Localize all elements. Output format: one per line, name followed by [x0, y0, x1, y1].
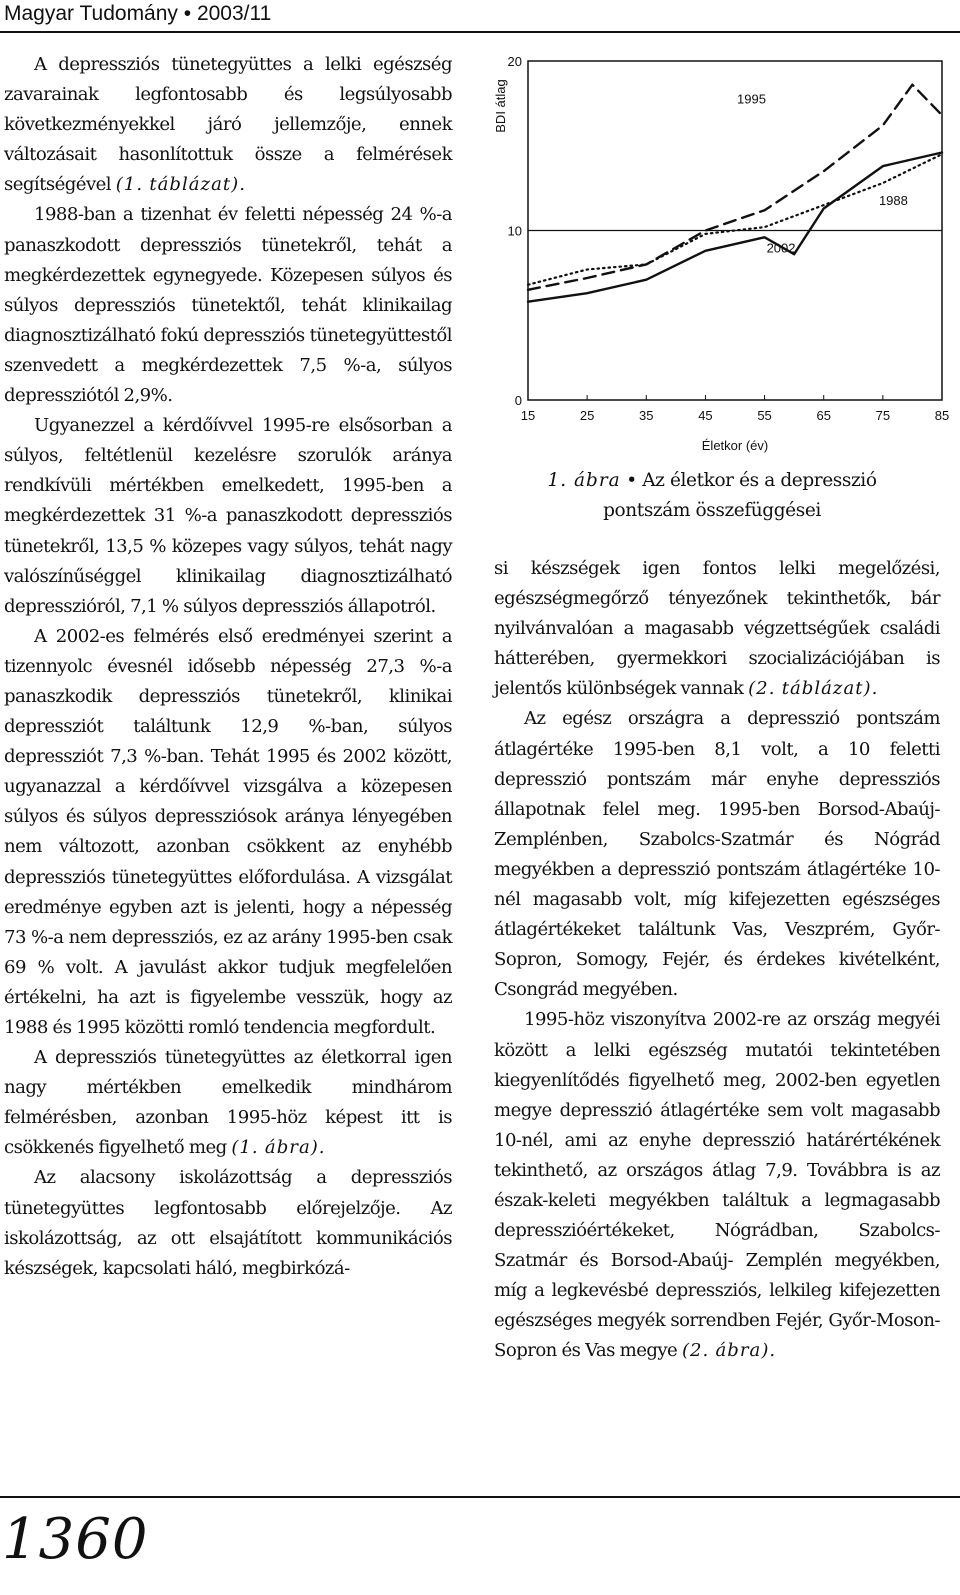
- series-label: 1995: [737, 91, 766, 107]
- line-chart: [488, 48, 954, 468]
- x-tick-label: 85: [934, 408, 950, 423]
- x-tick-label: 25: [579, 408, 595, 423]
- paragraph: si készségek igen fontos lelki megelőzési, egészségmegőrző tényezőnek tekinthetők, bár nyilvánvalóan a magasabb végzettségűek családi hátterében, gyermekkori szocializációjában is jelentős különbségek vannak (2. táblázat).: [494, 558, 940, 700]
- figure-1: [488, 48, 954, 468]
- y-axis-label: BDI átlag: [493, 79, 508, 133]
- series-line-2002: [528, 153, 942, 302]
- paragraph: A 2002-es felmérés első eredményei szerint a tizennyolc évesnél idősebb népesség 27,3 %-a panaszkodik depressziós tünetekről, klinikai depressziót találtunk 12,9 %-ban, súlyos depressziót 7,3 %-ban. Tehát 1995 és 2002 között, ugyanazzal a kérdőívvel vizsgálva a közepesen súlyos és súlyos depressziósok aránya lényegében nem változott, azonban csökkent az enyhébb depressziós tünetegyüttes előfordulása. A vizsgálat eredménye egyben azt is jelenti, hogy a népesség 73 %-a nem depressziós, ez az arány 1995-ben csak 69 % volt. A javulást akkor tudjuk megfelelően értékelni, ha azt is figyelembe vesszük, hogy az 1988 és 1995 közötti romló tendencia megfordult.: [4, 625, 452, 1038]
- paragraph: Az alacsony iskolázottság a depressziós tünetegyüttes legfontosabb előrejelzője. Az iskolázottság, az ott elsajátított kommunikációs készségek, kapcsolati háló, megbirkózá-: [4, 1167, 452, 1279]
- paragraph: 1995-höz viszonyítva 2002-re az ország megyéi között a lelki egészség mutatói tekintetében kiegyenlítődés figyelhető meg, 2002-ben egyetlen megye depresszió átlagértéke sem volt magasabb 10-nél, ami az enyhe depresszió határértékének tekinthető, az országos átlag 7,9. Továbbra is az észak-keleti megyékben találtuk a legmagasabb depresszióértékeket, Nógrádban, Szabolcs-Szatmár és Borsod-Abaúj- Zemplén megyékben, míg a legkevésbé depressziós, lelkileg kifejezetten egészséges megyék sorrendben Fejér, Győr-Moson-Sopron és Vas megye (2. ábra).: [494, 1009, 940, 1362]
- y-tick-label: 10: [507, 223, 522, 239]
- caption-text: Az életkor és a depresszió: [642, 470, 877, 491]
- caption-text: pontszám összefüggései: [603, 500, 821, 521]
- running-header: Magyar Tudomány • 2003/11: [4, 2, 272, 25]
- page-number: 1360: [2, 1507, 149, 1572]
- x-tick-label: 35: [639, 408, 654, 423]
- paragraph: A depressziós tünetegyüttes az életkorral igen nagy mértékben emelkedik mindhárom felmérésben, azonban 1995-höz képest itt is csökkenés figyelhető meg (1. ábra).: [4, 1047, 452, 1159]
- caption-bullet: •: [626, 470, 637, 491]
- series-label: 1988: [878, 193, 908, 209]
- footer-divider: [0, 1496, 960, 1498]
- figure-label: 1. ábra: [547, 470, 621, 491]
- series-line-1995: [528, 85, 942, 290]
- y-tick-label: 0: [514, 393, 522, 408]
- figure-reference: (2. ábra).: [681, 1340, 777, 1362]
- paragraph: Az egész országra a depresszió pontszám átlagértéke 1995-ben 8,1 volt, a 10 feletti depresszió pontszám már enyhe depressziós állapotnak felel meg. 1995-ben Borsod-Abaúj-Zemplénben, Szabolcs-Szatmár és Nógrád megyékben a depresszió pontszám átlagértéke 10-nél magasabb volt, míg kifejezetten egészséges átlagértékeket találtunk Vas, Veszprém, Győr-Sopron, Somogy, Fejér, és érdekes kivételként, Csongrád megyében.: [494, 708, 940, 1001]
- paragraph: Ugyanezzel a kérdőívvel 1995-re elsősorban a súlyos, feltétlenül kezelésre szorulók aránya rendkívüli mértékben emelkedett, 1995-ben a megkérdezettek 31 %-a panaszkodott depressziós tünetekről, 13,5 % közepes vagy súlyos, tehát nagy valószínűséggel klinikailag diagnosztizálható depresszióról, 7,1 % súlyos depressziós állapotról.: [4, 415, 452, 617]
- y-tick-label: 20: [507, 54, 522, 69]
- figure-caption: [484, 466, 940, 526]
- x-tick-label: 65: [816, 408, 831, 423]
- table-reference: (2. táblázat).: [748, 678, 879, 700]
- left-text-column: [4, 50, 452, 1284]
- x-tick-label: 75: [875, 408, 891, 423]
- right-text-column: [494, 554, 940, 1367]
- paragraph: 1988-ban a tizenhat év feletti népesség 24 %-a panaszkodott depressziós tünetekről, tehát a megkérdezettek egynegyede. Közepesen súlyos és súlyos depressziós tünetektől, tehát klinikailag diagnosztizálható fokú depressziós tünetegyüttestől szenvedett a megkérdezettek 7,5 %-a, súlyos depressziótól 2,9%.: [4, 204, 452, 407]
- x-tick-label: 15: [520, 408, 536, 423]
- x-tick-label: 45: [698, 408, 713, 423]
- x-axis-label: Életkor (év): [701, 438, 769, 453]
- paragraph: A depressziós tünetegyüttes a lelki egészség zavarainak legfontosabb és legsúlyosabb következményekkel járó jellemzője, ennek változásait hasonlítottuk össze a felmérések segítségével (1. táblázat).: [4, 54, 452, 196]
- table-reference: (1. táblázat).: [115, 174, 246, 196]
- figure-reference: (1. ábra).: [231, 1137, 326, 1159]
- header-divider: [0, 31, 960, 33]
- series-label: 2002: [766, 240, 796, 256]
- x-tick-label: 55: [757, 408, 772, 423]
